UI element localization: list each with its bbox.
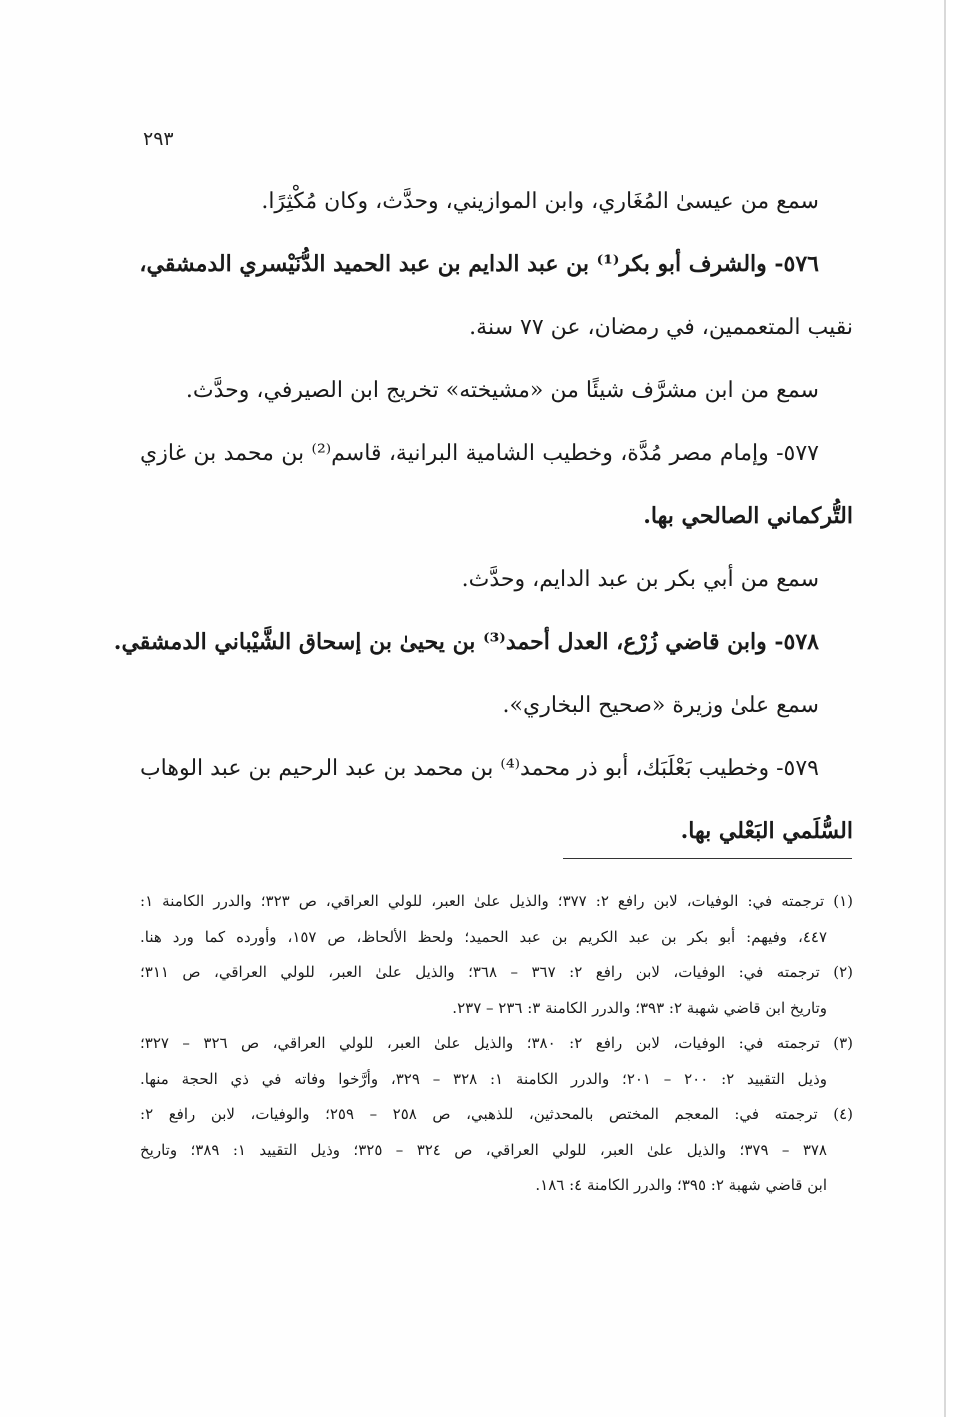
footnote-line: ٤٤٧، وفيهم: أبو بكر بن عبد الكريم بن عبد الحميد؛ ولحظ الألحاظ، ص ١٥٧، وأورده كما ورد هنا. [140, 927, 827, 946]
text-line: سمع من عيسىٰ المُغَاري، وابن الموازيني، وحدَّث، وكان مُكْثِرًا. [261, 189, 819, 214]
text-line: سمع من ابن مشرَّف شيئًا من «مشيخته» تخريج ابن الصيرفي، وحدَّث. [185, 378, 819, 403]
footnote-line: (٣) ترجمته في: الوفيات، لابن رافع ٢: ٣٨٠؛ والذيل علىٰ العبر، للولي العراقي، ص ٣٢٦ – ٣٢٧؛ [140, 1034, 853, 1052]
footnotes [140, 884, 853, 1204]
footnote-line: (١) ترجمته في: الوفيات، لابن رافع ٢: ٣٧٧؛ والذيل علىٰ العبر، للولي العراقي، ص ٣٢٣؛ والدرر الكامنة ١: [140, 892, 853, 910]
text-line: سمع علىٰ وزيرة «صحيح البخاري». [502, 693, 819, 718]
text-line: التُّركماني الصالحي بها. [643, 503, 853, 529]
text-line: السُّلَمي البَعْلي بها. [680, 818, 853, 844]
main-text [113, 170, 853, 863]
footnote-line: ٣٧٨ – ٣٧٩؛ والذيل علىٰ العبر، للولي العراقي، ص ٣٢٤ – ٣٢٥؛ وذيل التقييد ١: ٣٨٩؛ وتاريخ [140, 1140, 827, 1159]
footnote-line: (٢) ترجمته في: الوفيات، لابن رافع ٢: ٣٦٧ – ٣٦٨؛ والذيل علىٰ العبر، للولي العراقي، ص ٣١١؛ [140, 963, 853, 981]
text-line: نقيب المتعممين، في رمضان، عن ٧٧ سنة. [469, 315, 853, 340]
text-line: ٥٧٨- وابن قاضي زُرْع، العدل أحمد⁽³⁾ بن يحيىٰ بن إسحاق الشَّيْباني الدمشقي. [113, 629, 819, 655]
footnote-separator [563, 858, 852, 859]
footnote-line: (٤) ترجمته في: المعجم المختص بالمحدثين، للذهبي، ص ٢٥٨ – ٢٥٩؛ والوفيات، لابن رافع ٢: [140, 1105, 853, 1123]
page-number: ٢٩٣ [143, 128, 174, 150]
footnote-line: وتاريخ ابن قاضي شهبة ٢: ٣٩٣؛ والدرر الكامنة ٣: ٢٣٦ – ٢٣٧. [452, 998, 827, 1017]
text-line: ٥٧٦- والشرف أبو بكر⁽¹⁾ بن عبد الدايم بن عبد الحميد الدُّنَيْسري الدمشقي، [139, 251, 819, 277]
text-line: ٥٧٧- وإمام مصر مُدَّة، وخطيب الشامية البرانية، قاسم⁽²⁾ بن محمد بن غازي [140, 441, 819, 466]
text-line: سمع من أبي بكر بن عبد الدايم، وحدَّث. [461, 567, 819, 592]
footnote-line: وذيل التقييد ٢: ٢٠٠ – ٢٠١؛ والدرر الكامنة ١: ٣٢٨ – ٣٢٩، وأرَّخوا وفاته في ذي الحجة منها. [140, 1069, 828, 1088]
text-line: ٥٧٩- وخطيب بَعْلَبَك، أبو ذر محمد⁽⁴⁾ بن محمد بن عبد الرحيم بن عبد الوهاب [139, 756, 819, 781]
footnote-line: ابن قاضي شهبة ٢: ٣٩٥؛ والدرر الكامنة ٤: ١٨٦. [535, 1176, 827, 1194]
